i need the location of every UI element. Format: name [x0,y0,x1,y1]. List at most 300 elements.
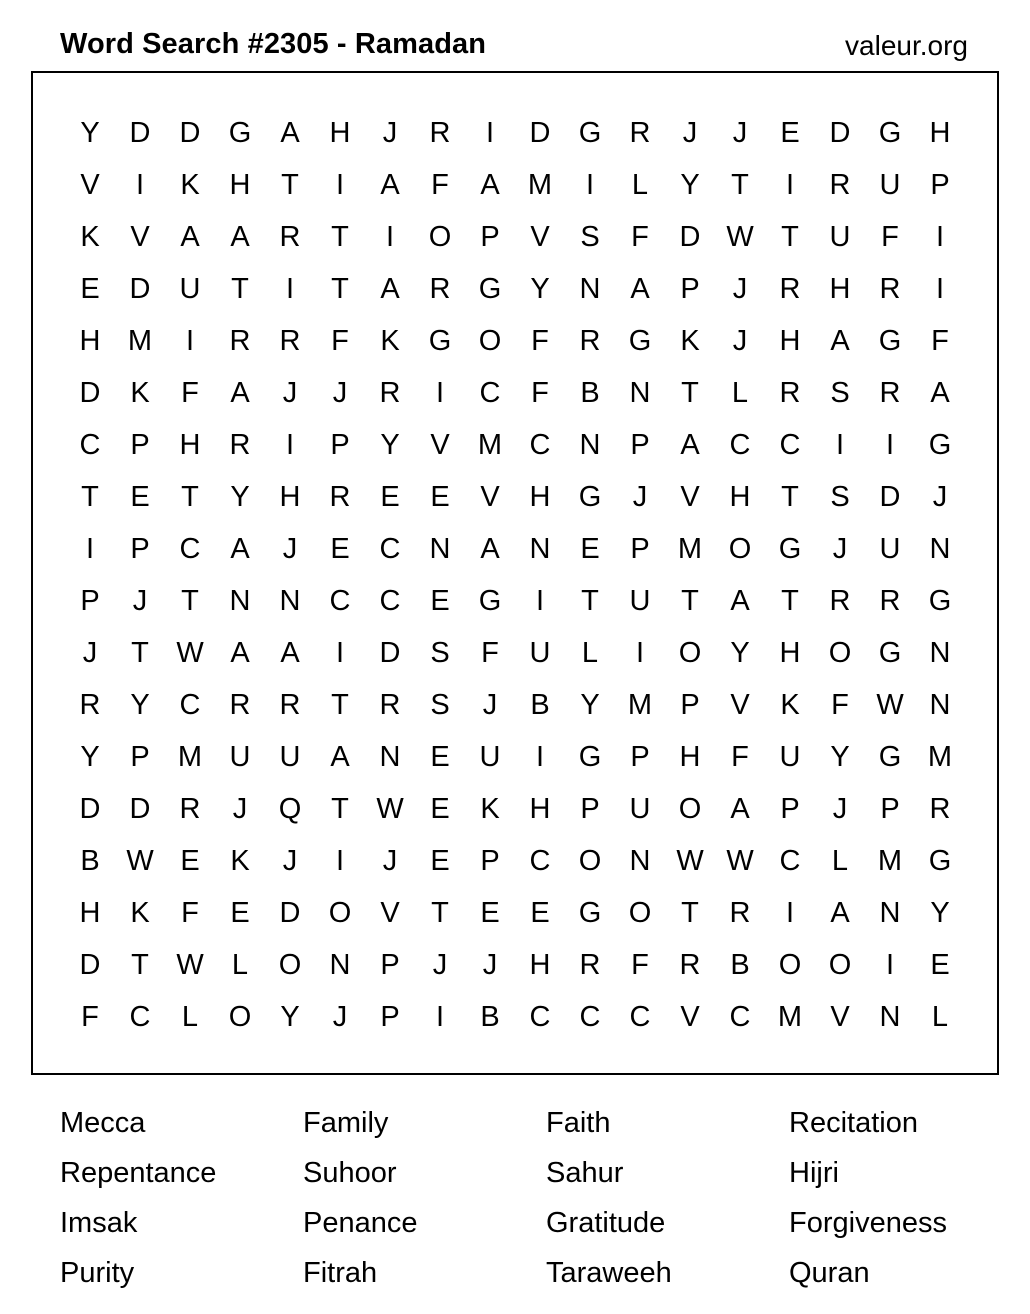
grid-cell[interactable]: N [579,428,601,461]
grid-cell[interactable]: Y [680,168,700,201]
grid-cell[interactable]: T [331,688,349,721]
grid-cell[interactable]: O [828,636,852,669]
grid-cell[interactable]: R [579,324,601,357]
grid-cell[interactable]: U [529,636,551,669]
grid-cell[interactable]: P [380,1000,400,1033]
grid-cell[interactable]: I [335,168,345,201]
grid-cell[interactable]: C [729,428,751,461]
grid-cell[interactable]: I [535,740,545,773]
grid-cell[interactable]: F [631,948,649,981]
grid-cell[interactable]: D [129,116,151,149]
grid-cell[interactable]: T [231,272,249,305]
grid-cell[interactable]: H [729,480,751,513]
grid-cell[interactable]: D [679,220,701,253]
grid-cell[interactable]: R [179,792,201,825]
grid-cell[interactable]: S [830,376,850,409]
grid-cell[interactable]: H [529,948,551,981]
grid-cell[interactable]: M [527,168,553,201]
grid-cell[interactable]: U [879,532,901,565]
grid-cell[interactable]: V [680,1000,700,1033]
grid-cell[interactable]: G [928,428,952,461]
grid-cell[interactable]: P [580,792,600,825]
grid-cell[interactable]: U [479,740,501,773]
grid-cell[interactable]: J [282,376,298,409]
grid-cell[interactable]: A [330,740,350,773]
grid-cell[interactable]: L [581,636,599,669]
grid-cell[interactable]: D [129,272,151,305]
grid-cell[interactable]: I [285,272,295,305]
grid-cell[interactable]: A [230,532,250,565]
grid-cell[interactable]: J [932,480,948,513]
grid-cell[interactable]: R [279,688,301,721]
grid-cell[interactable]: P [630,532,650,565]
grid-cell[interactable]: G [628,324,652,357]
grid-cell[interactable]: E [130,480,150,513]
grid-cell[interactable]: G [928,584,952,617]
grid-cell[interactable]: A [630,272,650,305]
grid-cell[interactable]: U [229,740,251,773]
grid-cell[interactable]: C [379,532,401,565]
grid-cell[interactable]: Q [278,792,302,825]
grid-cell[interactable]: R [879,584,901,617]
grid-cell[interactable]: F [831,688,849,721]
grid-cell[interactable]: O [778,948,802,981]
grid-cell[interactable]: G [878,116,902,149]
grid-cell[interactable]: O [678,792,702,825]
grid-cell[interactable]: M [927,740,953,773]
grid-cell[interactable]: G [928,844,952,877]
grid-cell[interactable]: S [430,636,450,669]
grid-cell[interactable]: W [126,844,154,877]
grid-cell[interactable]: J [332,1000,348,1033]
grid-cell[interactable]: N [379,740,401,773]
grid-cell[interactable]: V [830,1000,850,1033]
grid-cell[interactable]: O [628,896,652,929]
grid-cell[interactable]: V [130,220,150,253]
grid-cell[interactable]: F [731,740,749,773]
grid-cell[interactable]: A [830,324,850,357]
grid-cell[interactable]: H [679,740,701,773]
grid-cell[interactable]: J [282,532,298,565]
grid-cell[interactable]: R [779,376,801,409]
grid-cell[interactable]: R [379,688,401,721]
grid-cell[interactable]: C [129,1000,151,1033]
grid-cell[interactable]: M [877,844,903,877]
grid-cell[interactable]: N [629,376,651,409]
grid-cell[interactable]: T [431,896,449,929]
grid-cell[interactable]: P [780,792,800,825]
grid-cell[interactable]: I [335,844,345,877]
grid-cell[interactable]: Y [80,116,100,149]
grid-cell[interactable]: T [81,480,99,513]
grid-cell[interactable]: E [80,272,100,305]
grid-cell[interactable]: R [379,376,401,409]
grid-cell[interactable]: A [230,636,250,669]
grid-cell[interactable]: P [130,532,150,565]
grid-cell[interactable]: G [428,324,452,357]
grid-cell[interactable]: U [879,168,901,201]
grid-cell[interactable]: I [135,168,145,201]
grid-cell[interactable]: A [680,428,700,461]
grid-cell[interactable]: G [778,532,802,565]
grid-cell[interactable]: M [477,428,503,461]
grid-cell[interactable]: O [828,948,852,981]
grid-cell[interactable]: T [681,376,699,409]
grid-cell[interactable]: N [929,636,951,669]
grid-cell[interactable]: P [880,792,900,825]
grid-cell[interactable]: A [230,376,250,409]
grid-cell[interactable]: A [280,116,300,149]
grid-cell[interactable]: P [480,220,500,253]
grid-cell[interactable]: H [79,324,101,357]
grid-cell[interactable]: O [678,636,702,669]
grid-cell[interactable]: C [779,844,801,877]
grid-cell[interactable]: K [130,376,150,409]
grid-cell[interactable]: J [132,584,148,617]
grid-cell[interactable]: R [729,896,751,929]
grid-cell[interactable]: I [585,168,595,201]
grid-cell[interactable]: C [329,584,351,617]
grid-cell[interactable]: P [680,688,700,721]
grid-cell[interactable]: R [229,688,251,721]
grid-cell[interactable]: N [579,272,601,305]
grid-cell[interactable]: T [131,948,149,981]
grid-cell[interactable]: W [726,220,754,253]
grid-cell[interactable]: E [780,116,800,149]
grid-cell[interactable]: G [478,584,502,617]
grid-cell[interactable]: U [629,584,651,617]
grid-cell[interactable]: G [878,740,902,773]
grid-cell[interactable]: L [831,844,849,877]
grid-cell[interactable]: V [430,428,450,461]
grid-cell[interactable]: V [80,168,100,201]
grid-cell[interactable]: E [430,480,450,513]
grid-cell[interactable]: P [480,844,500,877]
grid-cell[interactable]: J [732,116,748,149]
grid-cell[interactable]: F [631,220,649,253]
grid-cell[interactable]: A [730,584,750,617]
grid-cell[interactable]: O [228,1000,252,1033]
grid-cell[interactable]: D [379,636,401,669]
grid-cell[interactable]: I [885,948,895,981]
grid-cell[interactable]: I [435,376,445,409]
grid-cell[interactable]: D [829,116,851,149]
grid-cell[interactable]: O [278,948,302,981]
grid-cell[interactable]: G [878,636,902,669]
grid-cell[interactable]: R [429,116,451,149]
grid-cell[interactable]: N [629,844,651,877]
grid-cell[interactable]: C [729,1000,751,1033]
grid-cell[interactable]: O [428,220,452,253]
grid-cell[interactable]: L [631,168,649,201]
grid-cell[interactable]: G [478,272,502,305]
grid-cell[interactable]: O [328,896,352,929]
grid-cell[interactable]: G [578,116,602,149]
grid-cell[interactable]: E [230,896,250,929]
grid-cell[interactable]: A [830,896,850,929]
grid-cell[interactable]: K [180,168,200,201]
grid-cell[interactable]: P [630,740,650,773]
grid-cell[interactable]: P [630,428,650,461]
grid-cell[interactable]: E [330,532,350,565]
grid-cell[interactable]: N [329,948,351,981]
grid-cell[interactable]: J [332,376,348,409]
grid-cell[interactable]: I [485,116,495,149]
grid-cell[interactable]: Y [580,688,600,721]
grid-cell[interactable]: K [780,688,800,721]
grid-cell[interactable]: J [482,948,498,981]
grid-cell[interactable]: R [679,948,701,981]
grid-cell[interactable]: E [580,532,600,565]
grid-cell[interactable]: A [380,168,400,201]
grid-cell[interactable]: C [479,376,501,409]
grid-cell[interactable]: N [279,584,301,617]
grid-cell[interactable]: G [578,896,602,929]
grid-cell[interactable]: I [635,636,645,669]
grid-cell[interactable]: F [181,376,199,409]
grid-cell[interactable]: V [730,688,750,721]
grid-cell[interactable]: O [578,844,602,877]
grid-cell[interactable]: Y [530,272,550,305]
grid-cell[interactable]: I [935,220,945,253]
grid-cell[interactable]: J [282,844,298,877]
grid-cell[interactable]: T [781,480,799,513]
grid-cell[interactable]: S [580,220,600,253]
grid-cell[interactable]: K [230,844,250,877]
grid-cell[interactable]: F [181,896,199,929]
grid-cell[interactable]: V [480,480,500,513]
grid-cell[interactable]: M [177,740,203,773]
grid-cell[interactable]: C [779,428,801,461]
grid-cell[interactable]: W [176,948,204,981]
grid-cell[interactable]: T [331,220,349,253]
grid-cell[interactable]: P [930,168,950,201]
grid-cell[interactable]: R [879,272,901,305]
grid-cell[interactable]: J [82,636,98,669]
grid-cell[interactable]: T [781,220,799,253]
grid-cell[interactable]: Y [130,688,150,721]
grid-cell[interactable]: T [181,480,199,513]
grid-cell[interactable]: W [376,792,404,825]
grid-cell[interactable]: E [180,844,200,877]
grid-cell[interactable]: D [279,896,301,929]
grid-cell[interactable]: C [79,428,101,461]
grid-cell[interactable]: N [529,532,551,565]
grid-cell[interactable]: U [279,740,301,773]
grid-cell[interactable]: R [279,324,301,357]
grid-cell[interactable]: J [432,948,448,981]
grid-cell[interactable]: W [876,688,904,721]
grid-cell[interactable]: H [929,116,951,149]
grid-cell[interactable]: M [677,532,703,565]
grid-cell[interactable]: J [732,272,748,305]
grid-cell[interactable]: Y [380,428,400,461]
grid-cell[interactable]: G [228,116,252,149]
grid-cell[interactable]: F [331,324,349,357]
grid-cell[interactable]: J [482,688,498,721]
grid-cell[interactable]: A [180,220,200,253]
grid-cell[interactable]: C [529,844,551,877]
grid-cell[interactable]: T [131,636,149,669]
grid-cell[interactable]: S [830,480,850,513]
grid-cell[interactable]: F [481,636,499,669]
grid-cell[interactable]: H [779,324,801,357]
grid-cell[interactable]: I [935,272,945,305]
grid-cell[interactable]: R [579,948,601,981]
grid-cell[interactable]: Y [830,740,850,773]
grid-cell[interactable]: R [929,792,951,825]
grid-cell[interactable]: G [578,740,602,773]
grid-cell[interactable]: D [179,116,201,149]
grid-cell[interactable]: I [335,636,345,669]
grid-cell[interactable]: I [185,324,195,357]
grid-cell[interactable]: F [531,376,549,409]
grid-cell[interactable]: A [380,272,400,305]
grid-cell[interactable]: I [385,220,395,253]
grid-cell[interactable]: T [781,584,799,617]
grid-cell[interactable]: R [229,428,251,461]
grid-cell[interactable]: F [881,220,899,253]
grid-cell[interactable]: E [430,792,450,825]
grid-cell[interactable]: K [380,324,400,357]
grid-cell[interactable]: I [535,584,545,617]
grid-cell[interactable]: R [779,272,801,305]
grid-cell[interactable]: B [80,844,100,877]
grid-cell[interactable]: R [629,116,651,149]
grid-cell[interactable]: H [179,428,201,461]
grid-cell[interactable]: L [231,948,249,981]
grid-cell[interactable]: H [79,896,101,929]
grid-cell[interactable]: T [281,168,299,201]
grid-cell[interactable]: J [682,116,698,149]
grid-cell[interactable]: E [380,480,400,513]
grid-cell[interactable]: U [179,272,201,305]
grid-cell[interactable]: A [230,220,250,253]
grid-cell[interactable]: R [829,584,851,617]
grid-cell[interactable]: N [879,1000,901,1033]
grid-cell[interactable]: E [530,896,550,929]
grid-cell[interactable]: H [529,480,551,513]
grid-cell[interactable]: A [480,532,500,565]
grid-cell[interactable]: O [728,532,752,565]
grid-cell[interactable]: E [930,948,950,981]
grid-cell[interactable]: N [929,688,951,721]
grid-cell[interactable]: W [176,636,204,669]
grid-cell[interactable]: T [581,584,599,617]
grid-cell[interactable]: R [879,376,901,409]
grid-cell[interactable]: J [382,844,398,877]
grid-cell[interactable]: T [681,896,699,929]
grid-cell[interactable]: A [480,168,500,201]
grid-cell[interactable]: C [529,1000,551,1033]
grid-cell[interactable]: I [85,532,95,565]
grid-cell[interactable]: E [430,584,450,617]
grid-cell[interactable]: M [777,1000,803,1033]
grid-cell[interactable]: U [829,220,851,253]
grid-cell[interactable]: F [931,324,949,357]
grid-cell[interactable]: H [279,480,301,513]
grid-cell[interactable]: J [832,532,848,565]
grid-cell[interactable]: P [330,428,350,461]
grid-cell[interactable]: P [130,740,150,773]
grid-cell[interactable]: K [80,220,100,253]
grid-cell[interactable]: N [229,584,251,617]
grid-cell[interactable]: N [429,532,451,565]
grid-cell[interactable]: T [331,792,349,825]
grid-cell[interactable]: B [730,948,750,981]
grid-cell[interactable]: F [531,324,549,357]
grid-cell[interactable]: R [329,480,351,513]
grid-cell[interactable]: C [629,1000,651,1033]
grid-cell[interactable]: K [130,896,150,929]
grid-cell[interactable]: M [127,324,153,357]
grid-cell[interactable]: R [429,272,451,305]
grid-cell[interactable]: N [879,896,901,929]
grid-cell[interactable]: W [726,844,754,877]
grid-cell[interactable]: C [529,428,551,461]
grid-cell[interactable]: A [930,376,950,409]
grid-cell[interactable]: B [480,1000,500,1033]
grid-cell[interactable]: B [580,376,600,409]
grid-cell[interactable]: H [829,272,851,305]
grid-cell[interactable]: T [331,272,349,305]
grid-cell[interactable]: E [480,896,500,929]
grid-cell[interactable]: V [530,220,550,253]
grid-cell[interactable]: E [430,740,450,773]
grid-cell[interactable]: J [632,480,648,513]
grid-cell[interactable]: D [79,376,101,409]
grid-cell[interactable]: Y [730,636,750,669]
grid-cell[interactable]: P [380,948,400,981]
grid-cell[interactable]: T [681,584,699,617]
grid-cell[interactable]: P [130,428,150,461]
grid-cell[interactable]: I [785,896,795,929]
grid-cell[interactable]: A [280,636,300,669]
grid-cell[interactable]: G [578,480,602,513]
grid-cell[interactable]: P [80,584,100,617]
grid-cell[interactable]: U [779,740,801,773]
grid-cell[interactable]: H [529,792,551,825]
grid-cell[interactable]: G [878,324,902,357]
grid-cell[interactable]: S [430,688,450,721]
grid-cell[interactable]: F [431,168,449,201]
grid-cell[interactable]: I [835,428,845,461]
grid-cell[interactable]: C [579,1000,601,1033]
grid-cell[interactable]: C [379,584,401,617]
grid-cell[interactable]: R [229,324,251,357]
grid-cell[interactable]: H [329,116,351,149]
grid-cell[interactable]: D [129,792,151,825]
grid-cell[interactable]: I [285,428,295,461]
grid-cell[interactable]: E [430,844,450,877]
grid-cell[interactable]: U [629,792,651,825]
grid-cell[interactable]: N [929,532,951,565]
grid-cell[interactable]: R [279,220,301,253]
grid-cell[interactable]: R [829,168,851,201]
grid-cell[interactable]: O [478,324,502,357]
grid-cell[interactable]: D [79,948,101,981]
grid-cell[interactable]: Y [280,1000,300,1033]
grid-cell[interactable]: W [676,844,704,877]
grid-cell[interactable]: C [179,532,201,565]
grid-cell[interactable]: K [680,324,700,357]
grid-cell[interactable]: Y [930,896,950,929]
grid-cell[interactable]: Y [230,480,250,513]
grid-cell[interactable]: L [181,1000,199,1033]
grid-cell[interactable]: J [382,116,398,149]
grid-cell[interactable]: L [931,1000,949,1033]
grid-cell[interactable]: D [879,480,901,513]
